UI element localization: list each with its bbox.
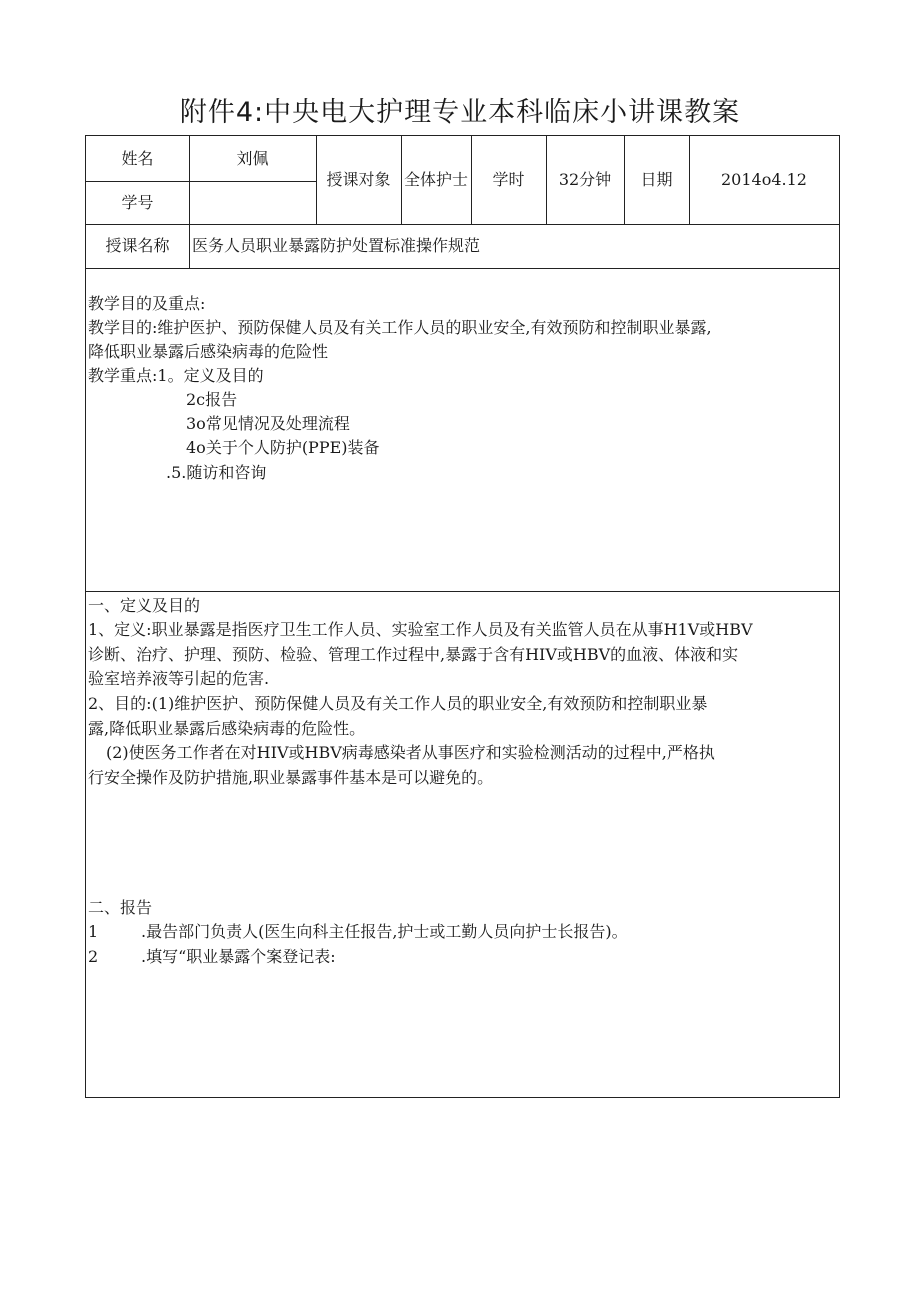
course-label: 授课名称 bbox=[105, 236, 170, 255]
objectives-goal-line: 教学目的:维护医护、预防保健人员及有关工作人员的职业安全,有效预防和控制职业暴露, bbox=[88, 318, 712, 337]
objectives-item: 3o常见情况及处理流程 bbox=[186, 414, 350, 433]
paragraph-line: (2)使医务工作者在对HIV或HBV病毒感染者从事医疗和实验检测活动的过程中,严格执 bbox=[106, 743, 715, 762]
objectives-item: 4o关于个人防护(PPE)装备 bbox=[186, 438, 380, 457]
course-value: 医务人员职业暴露防护处置标准操作规范 bbox=[192, 236, 481, 255]
paragraph-line: 2、目的:(1)维护医护、预防保健人员及有关工作人员的职业安全,有效预防和控制职业暴 bbox=[88, 694, 708, 713]
objectives-heading: 教学目的及重点: bbox=[88, 294, 206, 313]
objectives-item: .5.随访和咨询 bbox=[166, 463, 267, 482]
paragraph-line: 验室培养液等引起的危害. bbox=[88, 669, 270, 688]
list-item-number: 1 bbox=[88, 922, 99, 941]
page-title: 附件4:中央电大护理专业本科临床小讲课教案 bbox=[179, 97, 741, 128]
hours-value: 32分钟 bbox=[558, 170, 612, 189]
name-value: 刘佩 bbox=[236, 148, 269, 168]
paragraph-line: 露,降低职业暴露后感染病毒的危险性。 bbox=[88, 719, 366, 738]
audience-value: 全体护士 bbox=[404, 170, 469, 189]
id-label: 学号 bbox=[121, 192, 154, 212]
objectives-goal-line: 降低职业暴露后感染病毒的危险性 bbox=[88, 342, 329, 361]
list-item: .填写“职业暴露个案登记表: bbox=[141, 947, 336, 966]
paragraph-line: 1、定义:职业暴露是指医疗卫生工作人员、实验室工作人员及有关监管人员在从事H1V或HBV bbox=[88, 620, 753, 639]
section-heading: 二、报告 bbox=[88, 898, 153, 917]
date-value: 2014o4.12 bbox=[721, 170, 807, 189]
divider bbox=[86, 268, 839, 269]
paragraph-line: 诊断、治疗、护理、预防、检验、管理工作过程中,暴露于含有HIV或HBV的血液、体液和实 bbox=[88, 645, 739, 664]
date-label: 日期 bbox=[640, 170, 673, 189]
divider bbox=[86, 591, 839, 592]
paragraph-line: 行安全操作及防护措施,职业暴露事件基本是可以避免的。 bbox=[88, 768, 494, 787]
list-item: .最告部门负责人(医生向科主任报告,护士或工勤人员向护士长报告)。 bbox=[141, 922, 628, 941]
objectives-key-line: 教学重点:1。定义及目的 bbox=[88, 366, 264, 385]
divider bbox=[401, 136, 402, 224]
list-item-number: 2 bbox=[88, 947, 99, 966]
name-label: 姓名 bbox=[121, 148, 154, 168]
lesson-plan-table bbox=[85, 135, 840, 1098]
section-heading: 一、定义及目的 bbox=[88, 596, 201, 615]
id-value bbox=[189, 181, 316, 224]
audience-label: 授课对象 bbox=[326, 170, 391, 189]
objectives-item: 2c报告 bbox=[186, 390, 238, 409]
hours-label: 学时 bbox=[492, 170, 525, 189]
